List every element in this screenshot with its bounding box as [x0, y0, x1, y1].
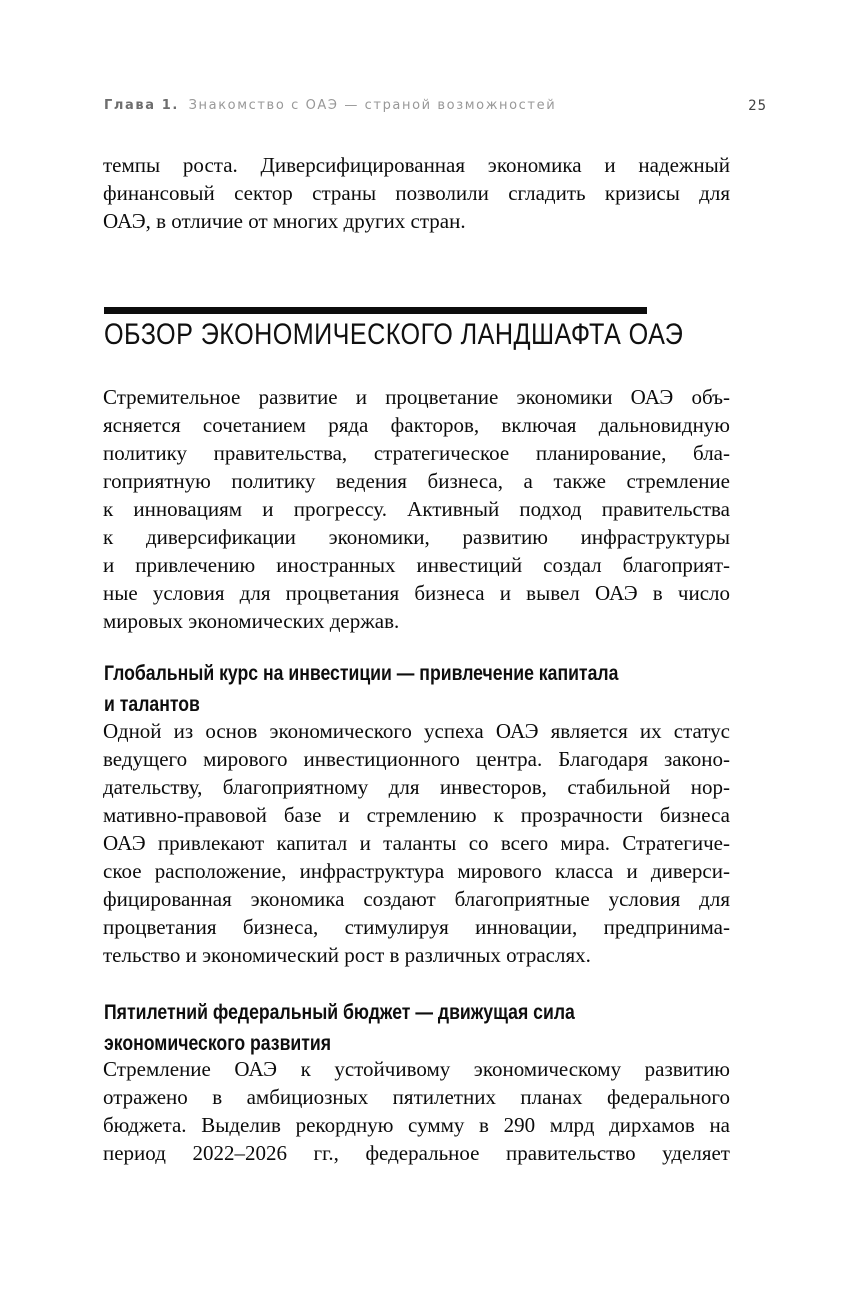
text-line: бюджета. Выделив рекордную сумму в 290 млрд дирхамов на — [103, 1113, 730, 1137]
text-line: темпы роста. Диверсифицированная экономика и надежный — [103, 153, 730, 177]
text-line: Стремление ОАЭ к устойчивому экономическому развитию — [103, 1057, 730, 1081]
subsection-title-line: Пятилетний федеральный бюджет — движущая сила — [104, 1001, 575, 1024]
text-line: мативно-правовой базе и стремлению к прозрачности бизнеса — [103, 803, 730, 827]
text-line: ные условия для процветания бизнеса и вывел ОАЭ в число — [103, 581, 730, 605]
text-line: дательству, благоприятному для инвесторов, стабильной нор- — [103, 775, 730, 799]
text-line: финансовый сектор страны позволили сгладить кризисы для — [103, 181, 730, 205]
section-title: ОБЗОР ЭКОНОМИЧЕСКОГО ЛАНДШАФТА ОАЭ — [104, 318, 684, 351]
chapter-title: Знакомство с ОАЭ — страной возможностей — [188, 98, 557, 113]
subsection-paragraph — [103, 717, 730, 969]
subsection-title-line: Глобальный курс на инвестиции — привлечение капитала — [104, 662, 619, 685]
text-line: ясняется сочетанием ряда факторов, включая дальновидную — [103, 413, 730, 437]
section-rule — [104, 307, 647, 314]
text-line: период 2022–2026 гг., федеральное правительство уделяет — [103, 1141, 730, 1165]
text-line: ОАЭ привлекают капитал и таланты со всего мира. Стратегиче- — [103, 831, 730, 855]
text-line: фицированная экономика создают благоприятные условия для — [103, 887, 730, 911]
chapter-label: Глава 1. — [104, 98, 179, 113]
text-line: Одной из основ экономического успеха ОАЭ является их статус — [103, 719, 730, 743]
running-header — [104, 97, 664, 115]
text-line: мировых экономических держав. — [103, 609, 400, 633]
text-line: ведущего мирового инвестиционного центра. Благодаря законо- — [103, 747, 730, 771]
intro-paragraph — [103, 151, 730, 235]
subsection-paragraph — [103, 1055, 730, 1167]
subsection-title-line: и талантов — [104, 693, 200, 716]
text-line: процветания бизнеса, стимулируя инновации, предпринима- — [103, 915, 730, 939]
text-line: к инновациям и прогрессу. Активный подход правительства — [103, 497, 730, 521]
text-line: отражено в амбициозных пятилетних планах федерального — [103, 1085, 730, 1109]
text-line: тельство и экономический рост в различных отраслях. — [103, 943, 591, 967]
text-line: Стремительное развитие и процветание экономики ОАЭ объ- — [103, 385, 730, 409]
page-number: 25 — [748, 98, 767, 114]
text-line: и привлечению иностранных инвестиций создал благоприят- — [103, 553, 730, 577]
text-line: политику правительства, стратегическое планирование, бла- — [103, 441, 730, 465]
text-line: ОАЭ, в отличие от многих других стран. — [103, 209, 466, 233]
text-line: к диверсификации экономики, развитию инфраструктуры — [103, 525, 730, 549]
section-paragraph — [103, 383, 730, 635]
subsection-title-line: экономического развития — [104, 1032, 332, 1055]
subsection-title-budget — [104, 997, 744, 1059]
text-line: ское расположение, инфраструктура мирового класса и диверси- — [103, 859, 730, 883]
text-line: гоприятную политику ведения бизнеса, а также стремление — [103, 469, 730, 493]
subsection-title-investments — [104, 658, 744, 720]
